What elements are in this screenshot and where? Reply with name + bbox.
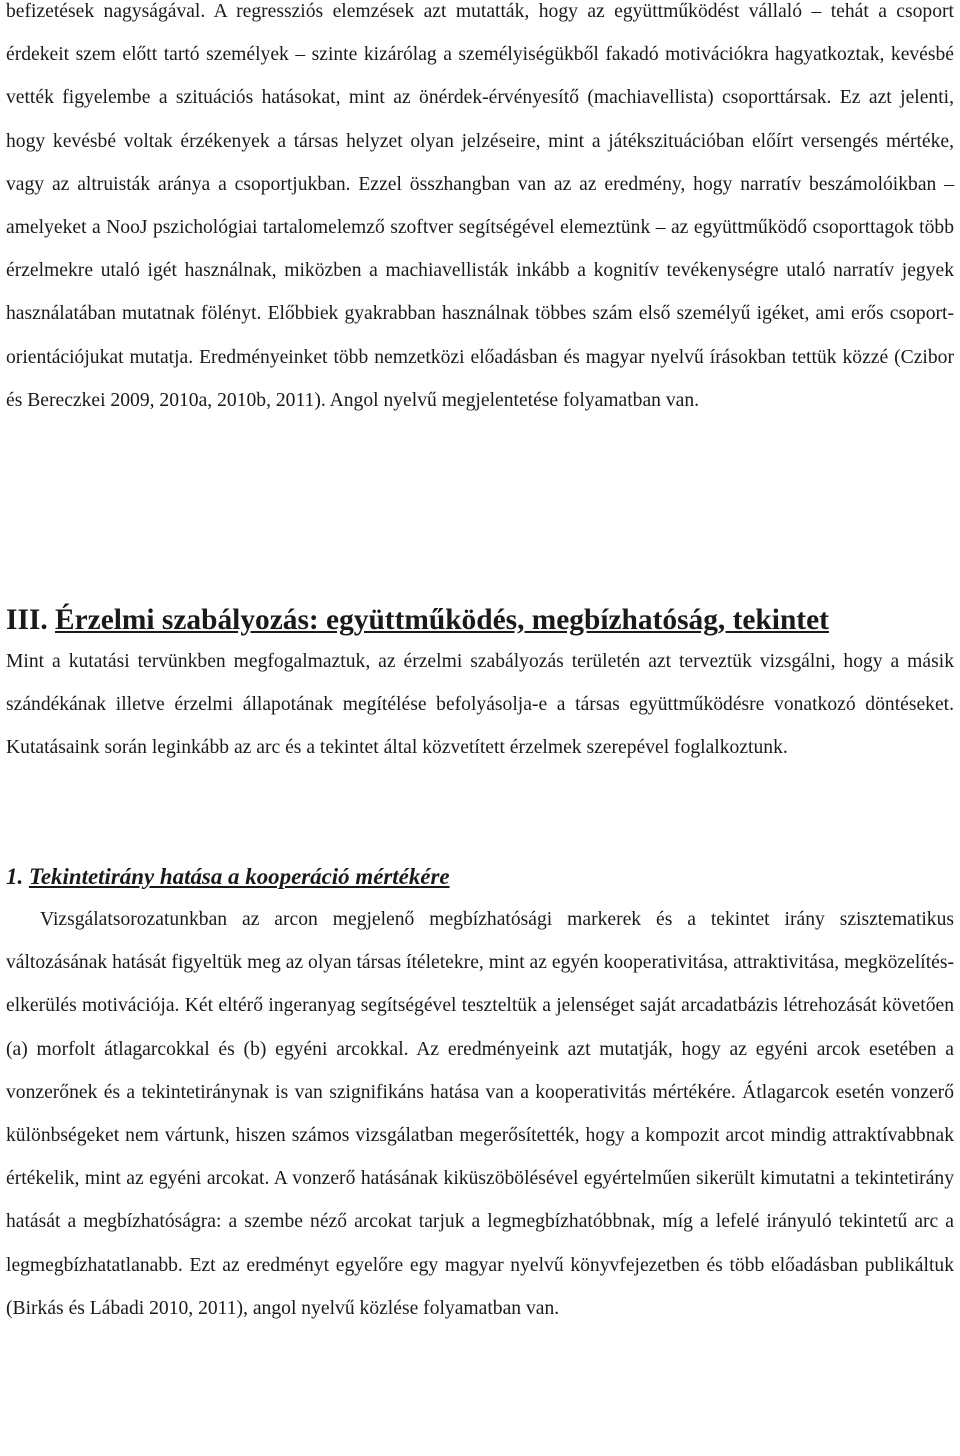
subsection-number: 1. [6,864,24,889]
paragraph-regression-results: befizetések nagyságával. A regressziós elemzések azt mutatták, hogy az együttműködést vállaló – tehát a csoport érdekeit szem előtt tartó személyek – szinte kizárólag a személyiségükből fakadó motivációkra hagyatkoztak, kevésbé vették figyelembe a szituációs hatásokat, mint az önérdek-érvényesítő (machiavellista) csoporttársak. Ez azt jelenti, hogy kevésbé voltak érzékenyek a társas helyzet olyan jelzéseire, mint a játékszituációban előírt versengés mértéke, vagy az altruisták aránya a csoportjukban. Ezzel összhangban van az az eredmény, hogy narratív beszámolóikban – amelyeket a NooJ pszichológiai tartalomelemző szoftver segítségével elemeztünk – az együttműködő csoporttagok több érzelmekre utaló igét használnak, miközben a machiavellisták inkább a kognitív tevékenységre utaló narratív jegyek használatában mutatnak fölényt. Előbbiek gyakrabban használnak többes szám első személyű igéket, ami erős csoport-orientációjukat mutatja. Eredményeinket több nemzetközi előadásban és magyar nyelvű írásokban tettük közzé (Czibor és Bereczkei 2009, 2010a, 2010b, 2011). Angol nyelvű megjelentetése folyamatban van. [6,1,954,411]
paragraph-gaze-direction: Vizsgálatsorozatunkban az arcon megjelenő megbízhatósági markerek és a tekintet irány szisztematikus változásának hatását figyeltük meg az olyan társas ítéletekre, mint az egyén kooperativitása, attraktivitása, megközelítés-elkerülés motivációja. Két eltérő ingeranyag segítségével teszteltük a jelenséget saját arcadatbázis létrehozását követően (a) morfolt átlagarcokkal és (b) egyéni arcokkal. Az eredményeink azt mutatják, hogy az egyéni arcok esetében a vonzerőnek és a tekintetiránynak is van szignifikáns hatása van a kooperativitás mértékére. Átlagarcok esetén vonzerő különbségeket nem vártunk, hiszen számos vizsgálatban megerősítették, hogy a kompozit arcot mindig attraktívabbnak értékelik, mint az egyéni arcokat. A vonzerő hatásának kiküszöbölésével egyértelműen sikerült kimutatni a tekintetirány hatását a megbízhatóságra: a szembe néző arcokat tarjuk a legmegbízhatóbbnak, míg a lefelé irányuló tekintetű arc a legmegbízhatatlanabb. Ezt az eredményt egyelőre egy magyar nyelvű könyvfejezetben és több előadásban publikáltuk (Birkás és Lábadi 2010, 2011), angol nyelvű közlése folyamatban van. [6,909,954,1319]
subsection-title: Tekintetirány hatása a kooperáció mértékére [28,864,450,889]
section-title: Érzelmi szabályozás: együttműködés, megbízhatóság, tekintet [55,604,829,636]
subsection-heading [6,857,450,897]
section-number: III. [6,604,48,636]
section-heading [6,600,829,640]
paragraph-emotion-regulation: Mint a kutatási tervünkben megfogalmaztuk, az érzelmi szabályozás területén azt terveztük vizsgálni, hogy a másik szándékának illetve érzelmi állapotának megítélése befolyásolja-e a társas együttműködésre vonatkozó döntéseket. Kutatásaink során leginkább az arc és a tekintet által közvetített érzelmek szerepével foglalkoztunk. [6,651,954,759]
